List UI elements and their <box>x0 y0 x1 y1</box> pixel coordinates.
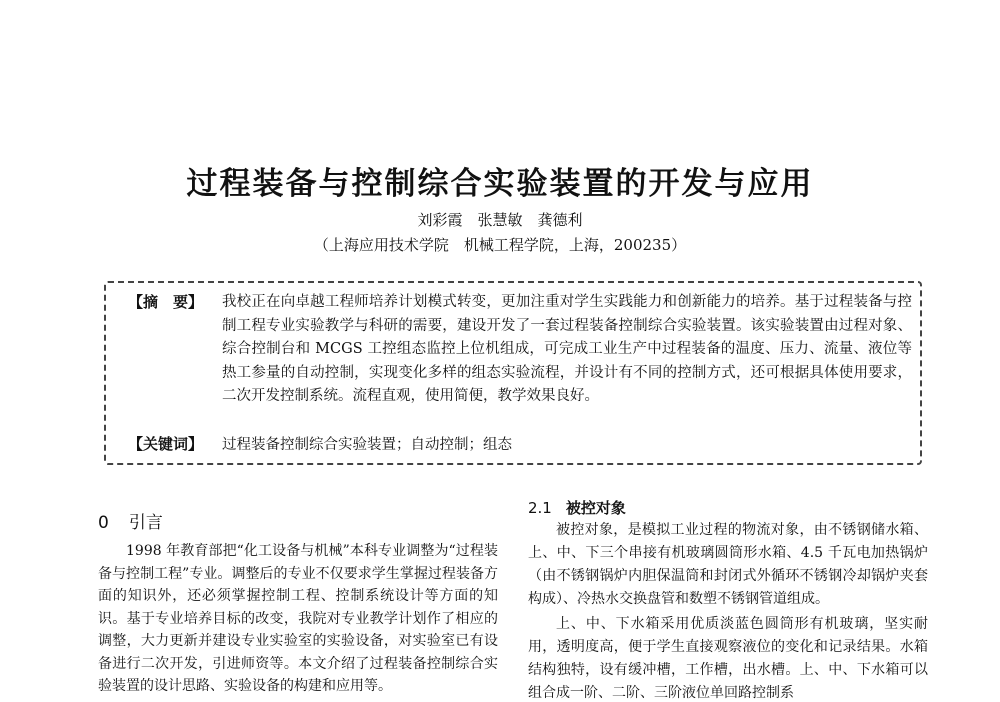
keywords-label: 【关键词】 <box>128 435 204 453</box>
section-2-1-heading <box>528 497 626 518</box>
section-0-number: 0 <box>98 513 109 533</box>
section-0-heading <box>98 508 163 533</box>
section-2-1-paragraph-2: 上、中、下水箱采用优质淡蓝色圆筒形有机玻璃，坚实耐用，透明度高，便于学生直接观察液位的变化和记录结果。水箱结构独特，设有缓冲槽，工作槽，出水槽。上、中、下水箱可以组合成一阶、二阶、三阶液位单回路控制系 <box>528 616 928 701</box>
keywords-text: 过程装备控制综合实验装置；自动控制；组态 <box>222 437 512 453</box>
section-2-1-title: 被控对象 <box>565 499 626 517</box>
paper-affiliation: （上海应用技术学院 机械工程学院，上海，200235） <box>313 236 687 254</box>
section-2-1-number: 2.1 <box>528 499 552 517</box>
paper-title: 过程装备与控制综合实验装置的开发与应用 <box>186 166 814 202</box>
section-0-title: 引言 <box>128 513 163 533</box>
abstract-text: 我校正在向卓越工程师培养计划模式转变，更加注重对学生实践能力和创新能力的培养。基于过程装备与控制工程专业实验教学与科研的需要，建设开发了一套过程装备控制综合实验装置。该实验装置由过程对象、综合控制台和 MCGS 工控组态监控上位机组成，可完成工业生产中过程装备的温度、压力、流量、液位等热工参量的自动控制，实现变化多样的组态实验流程，并设计有不同的控制方式，还可根据具体使用要求，二次开发控制系统。流程直观，使用简便，教学效果良好。 <box>222 294 912 404</box>
section-0-body: 1998 年教育部把“化工设备与机械”本科专业调整为“过程装备与控制工程”专业。调整后的专业不仅要求学生掌握过程装备方面的知识外，还必须掌握控制工程、控制系统设计等方面的知识。基于专业培养目标的改变，我院对专业教学计划作了相应的调整，大力更新并建设专业实验室的实验设备，对实验室已有设备进行二次开发，引进师资等。本文介绍了过程装备控制综合实验装置的设计思路、实验设备的构建和应用等。 <box>98 543 498 694</box>
section-2-1-paragraph-1: 被控对象，是模拟工业过程的物流对象，由不锈钢储水箱、上、中、下三个串接有机玻璃圆筒形水箱、4.5 千瓦电加热锅炉（由不锈钢锅炉内胆保温筒和封闭式外循环不锈钢冷却锅炉夹套构成）、冷热水交换盘管和数塑不锈钢管道组成。 <box>528 522 928 607</box>
abstract-label: 【摘 要】 <box>128 293 204 311</box>
section-2-1-body <box>528 519 928 702</box>
paper-authors: 刘彩霞 张慧敏 龚德利 <box>417 211 583 229</box>
